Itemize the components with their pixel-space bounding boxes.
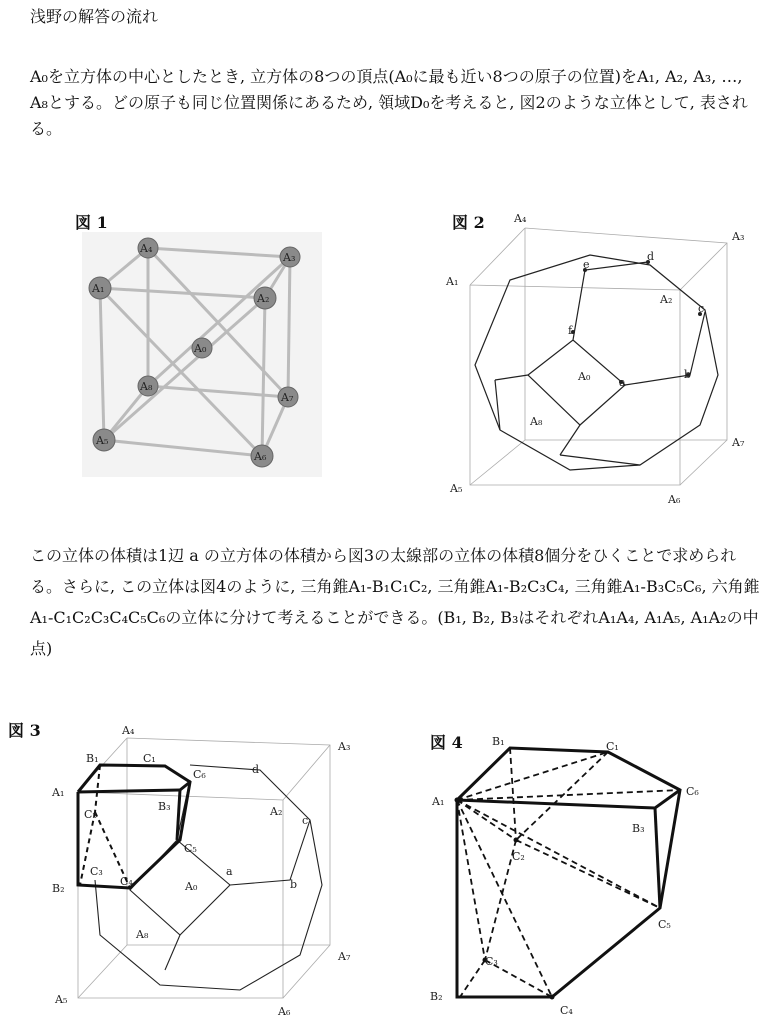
fig4-c5: C₅ [658, 918, 671, 931]
fig4-c1: C₁ [606, 740, 619, 753]
fig2-e: e [583, 258, 590, 271]
page-title: 浅野の解答の流れ [30, 7, 159, 26]
fig1-a8: A₈ [140, 380, 153, 393]
fig3-a3: A₃ [338, 740, 351, 753]
fig1-a0: A₀ [194, 342, 207, 355]
fig4-c3: C₃ [485, 955, 498, 968]
fig3-a5: A₅ [55, 993, 68, 1006]
fig1-a7: A₇ [281, 391, 294, 404]
fig2-a0: A₀ [578, 370, 591, 383]
fig2-a7: A₇ [732, 436, 745, 449]
fig1-a1: A₁ [92, 282, 105, 295]
fig4-b1: B₁ [492, 735, 505, 748]
fig2-a3: A₃ [732, 230, 745, 243]
fig4-c2: C₂ [512, 850, 525, 863]
fig1-label: 図 1 [75, 213, 108, 232]
fig4-b3: B₃ [632, 822, 645, 835]
fig3-c2: C₂ [84, 808, 97, 821]
fig2-a: a [619, 376, 626, 389]
fig3-a2: A₂ [270, 805, 283, 818]
fig3-b3: B₃ [158, 800, 171, 813]
fig2-c: c [698, 302, 705, 315]
fig3-a: a [226, 865, 233, 878]
fig4-c4: C₄ [560, 1004, 573, 1017]
fig3-c3: C₃ [90, 865, 103, 878]
fig2-b: b [684, 368, 692, 381]
fig1-a3: A₃ [283, 251, 296, 264]
fig2-a2: A₂ [660, 293, 673, 306]
fig1-a5: A₅ [96, 434, 109, 447]
paragraph-intro: A₀を立方体の中心としたとき, 立方体の8つの頂点(A₀に最も近い8つの原子の位置)をA₁, A₂, A₃, …, A₈とする。どの原子も同じ位置関係にあるため, 領域D₀を考えると, 図2のような立体として, 表される。 [30, 67, 748, 138]
fig3-b2: B₂ [52, 882, 65, 895]
fig3-a8: A₈ [136, 928, 149, 941]
fig3-a0: A₀ [185, 880, 198, 893]
fig3-label: 図 3 [8, 721, 41, 740]
fig4-b2: B₂ [430, 990, 443, 1003]
fig2-a5: A₅ [450, 482, 463, 495]
fig4-c6: C₆ [686, 785, 699, 798]
fig2-label: 図 2 [452, 213, 485, 232]
fig1-a6: A₆ [254, 450, 267, 463]
fig2-a8: A₈ [530, 415, 543, 428]
fig3-c5: C₅ [184, 842, 197, 855]
fig3-b1: B₁ [86, 752, 99, 765]
fig3-b: b [290, 878, 298, 891]
fig4-label: 図 4 [430, 733, 463, 752]
fig3-a4: A₄ [122, 724, 135, 737]
fig4-a1: A₁ [432, 795, 445, 808]
fig3-c1: C₁ [143, 752, 156, 765]
fig3-c4: C₄ [120, 875, 133, 888]
fig2-f: f [568, 324, 573, 337]
fig2-a1: A₁ [446, 275, 459, 288]
fig2-a6: A₆ [668, 493, 681, 506]
fig2-a4: A₄ [514, 212, 527, 225]
fig3-c6: C₆ [193, 768, 206, 781]
fig1-a4: A₄ [140, 242, 153, 255]
fig2-d: d [647, 250, 655, 263]
fig1-a2: A₂ [257, 292, 270, 305]
fig3-a7: A₇ [338, 950, 351, 963]
fig3-a1: A₁ [52, 786, 65, 799]
fig3-d: d [252, 763, 260, 776]
fig3-a6: A₆ [278, 1005, 291, 1018]
paragraph-volume: この立体の体積は1辺 a の立方体の体積から図3の太線部の立体の体積8個分をひくことで求められる。さらに, この立体は図4のように, 三角錐A₁-B₁C₁C₂, 三角錐A₁-B₂C₃C₄, 三角錐A₁-B₃C₅C₆, 六角錐A₁-C₁C₂C₃C₄C₅C₆の立体に分けて考えることができる。(B₁, B₂, B₃はそれぞれA₁A₄, A₁A₅, A₁A₂の中点) [30, 546, 760, 658]
fig3-c: c [302, 814, 309, 827]
